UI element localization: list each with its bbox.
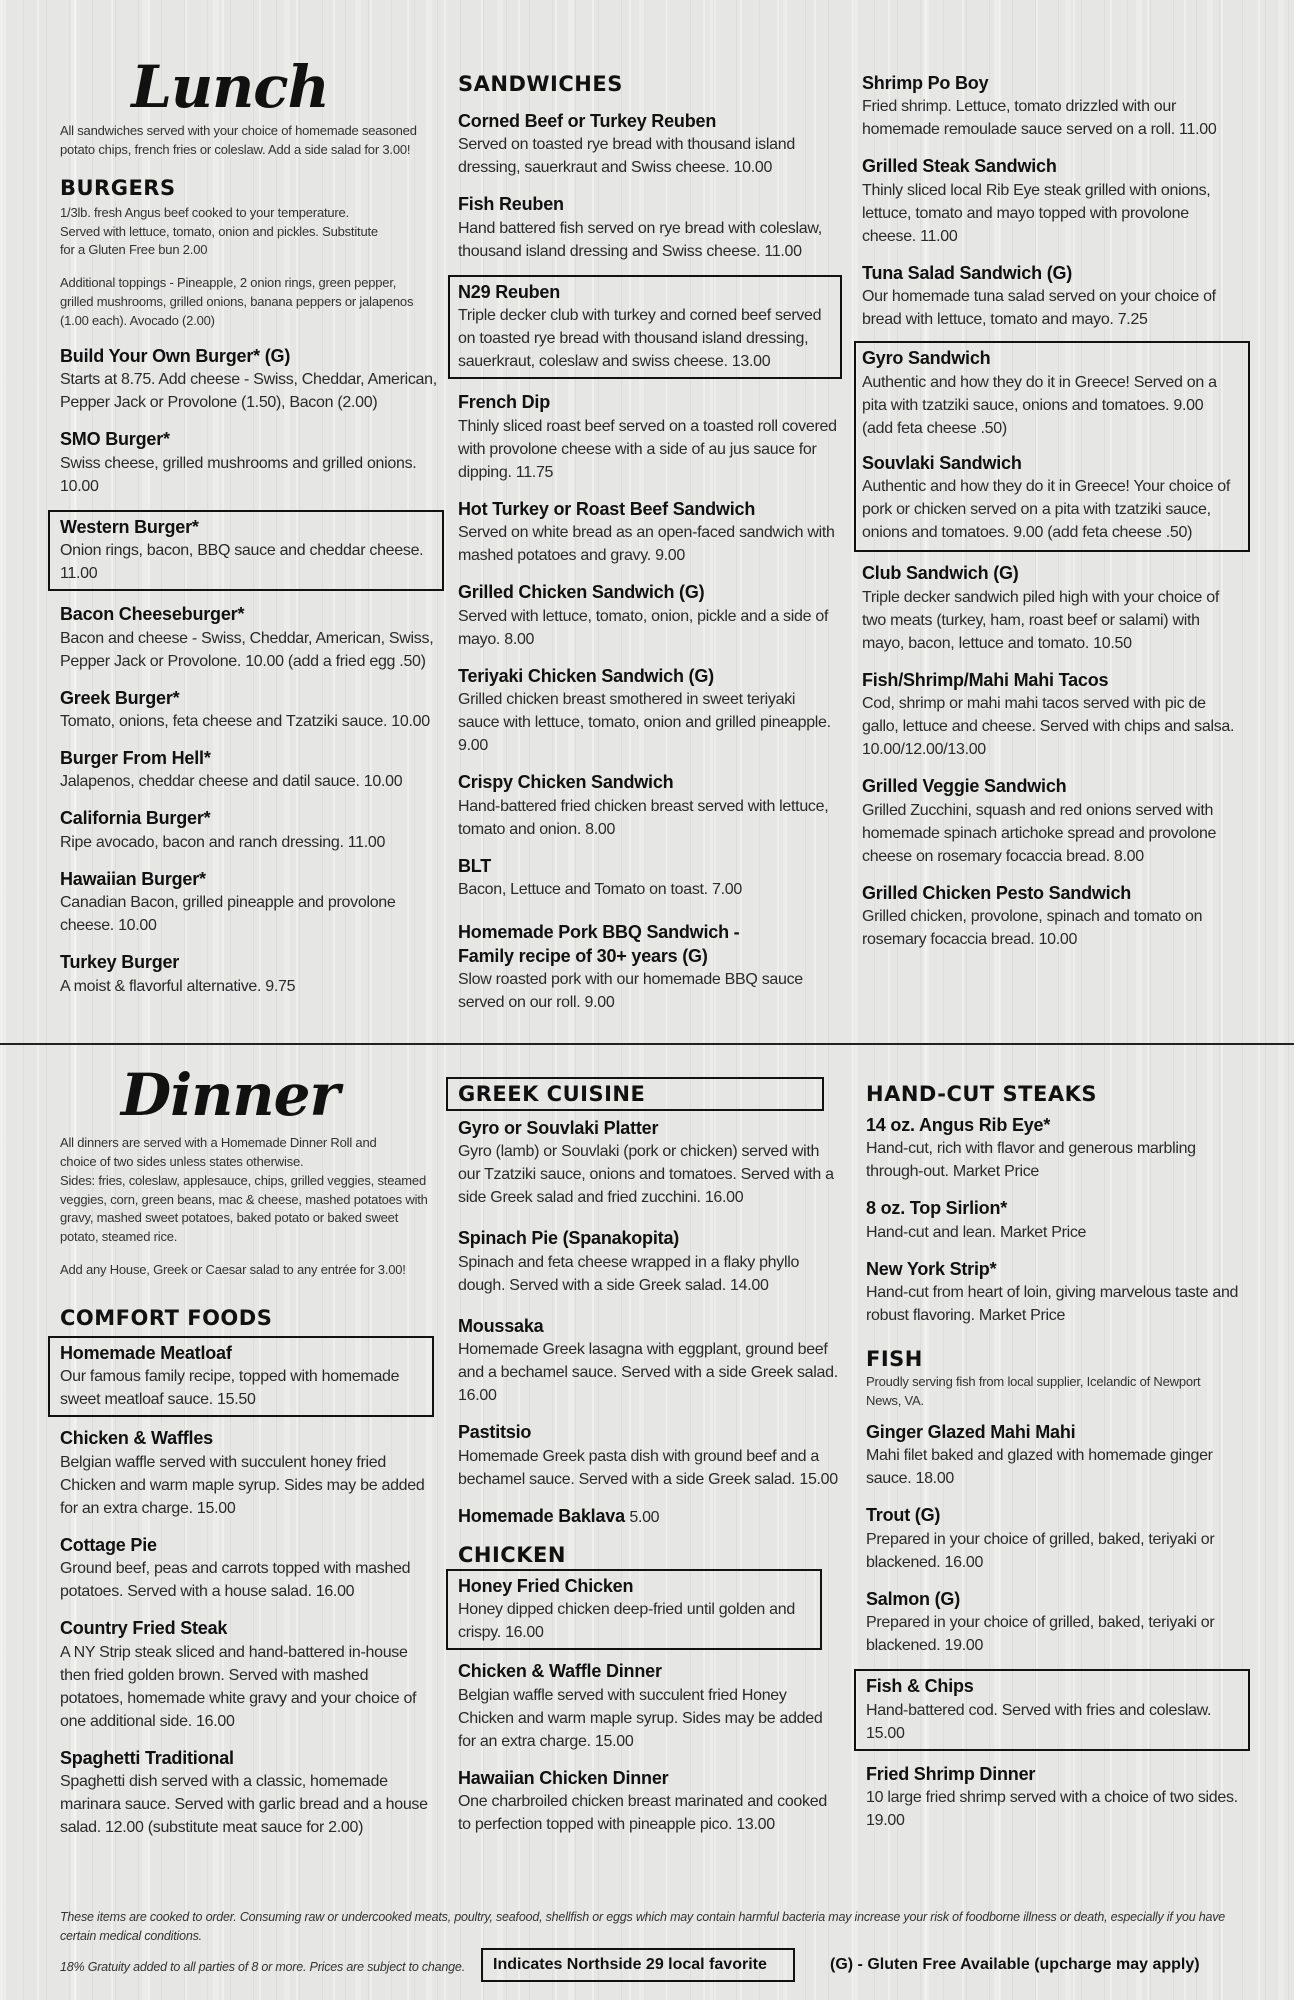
dinner-sides: Sides: fries, coleslaw, applesauce, chips, grilled veggies, steamed veggies, corn, green beans, mac & cheese, mashed potatoes with gravy, mashed sweet potatoes, baked potato or baked sweet potato, steamed rice. xyxy=(60,1172,428,1245)
item-name: Hot Turkey or Roast Beef Sandwich xyxy=(458,498,756,519)
chicken-heading: CHICKEN xyxy=(458,1542,566,1567)
item-name: Spaghetti Traditional xyxy=(60,1747,234,1768)
menu-item xyxy=(866,1763,1246,1832)
menu-item xyxy=(458,921,838,1014)
item-desc: Hand-battered cod. Served with fries and coleslaw. 15.00 xyxy=(866,1701,1212,1742)
item-name: Teriyaki Chicken Sandwich (G) xyxy=(458,665,714,686)
dinner-column-2 xyxy=(458,1077,838,1836)
menu-item xyxy=(458,1767,838,1836)
menu-item xyxy=(60,807,440,853)
item-desc: Authentic and how they do it in Greece! Your choice of pork or chicken served on a pita with tzatziki sauce, onions and tomatoes. 9.00 (add feta cheese .50) xyxy=(862,478,1231,542)
footer-gratuity: 18% Gratuity added to all parties of 8 or more. Prices are subject to change. xyxy=(60,1960,465,1974)
item-desc: Swiss cheese, grilled mushrooms and grilled onions. 10.00 xyxy=(60,454,417,495)
menu-item xyxy=(60,1747,430,1839)
item-name: Grilled Steak Sandwich xyxy=(862,156,1057,177)
item-desc: Spinach and feta cheese wrapped in a flaky phyllo dough. Served with a side Greek salad. 14.00 xyxy=(458,1253,800,1294)
item-name: Hawaiian Burger* xyxy=(60,868,206,889)
item-name: Ginger Glazed Mahi Mahi xyxy=(866,1422,1076,1443)
menu-item-favorite xyxy=(446,1569,822,1650)
comfort-heading: COMFORT FOODS xyxy=(60,1305,273,1330)
item-name: Build Your Own Burger* (G) xyxy=(60,345,291,366)
menu-item xyxy=(866,1421,1246,1490)
item-desc: Grilled chicken breast smothered in sweet teriyaki sauce with lettuce, tomato, onion and grilled pineapple. 9.00 xyxy=(458,691,831,755)
menu-item xyxy=(866,1258,1246,1327)
item-desc: Prepared in your choice of grilled, baked, teriyaki or blackened. 16.00 xyxy=(866,1530,1215,1571)
item-desc: One charbroiled chicken breast marinated and cooked to perfection topped with pineapple pico. 13.00 xyxy=(458,1793,827,1834)
item-name: Country Fried Steak xyxy=(60,1618,228,1639)
item-name: Fish & Chips xyxy=(866,1676,974,1697)
menu-item xyxy=(60,603,440,672)
menu-item xyxy=(458,1660,838,1752)
menu-item xyxy=(862,775,1242,867)
item-name: Fried Shrimp Dinner xyxy=(866,1763,1036,1784)
menu-item xyxy=(862,262,1242,331)
item-desc: Homemade Greek lasagna with eggplant, ground beef and a bechamel sauce. Served with a side Greek salad. 16.00 xyxy=(458,1341,838,1405)
item-desc: Served with lettuce, tomato, onion, pickle and a side of mayo. 8.00 xyxy=(458,607,829,648)
item-desc: Bacon and cheese - Swiss, Cheddar, American, Swiss, Pepper Jack or Provolone. 10.00 (add a fried egg .50) xyxy=(60,629,434,670)
sandwiches-heading: SANDWICHES xyxy=(458,72,623,96)
item-desc: Tomato, onions, feta cheese and Tzatziki sauce. 10.00 xyxy=(60,712,430,730)
menu-item xyxy=(60,951,440,997)
item-desc: Slow roasted pork with our homemade BBQ sauce served on our roll. 9.00 xyxy=(458,970,803,1011)
item-desc: Triple decker club with turkey and corned beef served on toasted rye bread with thousand island dressing, sauerkraut, coleslaw and swiss cheese. 13.00 xyxy=(458,307,822,371)
item-desc: Belgian waffle served with succulent fried Honey Chicken and warm maple syrup. Sides may be added for an extra charge. 15.00 xyxy=(458,1686,823,1750)
item-name: New York Strip* xyxy=(866,1258,997,1279)
item-desc: Ripe avocado, bacon and ranch dressing. 11.00 xyxy=(60,833,386,851)
item-name: Homemade Pork BBQ Sandwich - Family recipe of 30+ years (G) xyxy=(458,922,740,966)
dinner-column-1 xyxy=(60,1061,430,1839)
item-desc: Bacon, Lettuce and Tomato on toast. 7.00 xyxy=(458,881,742,899)
item-desc: Spaghetti dish served with a classic, homemade marinara sauce. Served with garlic bread and a house salad. 12.00 (substitute meat sauce for 2.00) xyxy=(60,1773,428,1837)
burgers-intro: 1/3lb. fresh Angus beef cooked to your temperature. Served with lettuce, tomato, onion and pickles. Substitute for a Gluten Free bun 2.00 xyxy=(60,204,378,258)
menu-item xyxy=(458,391,838,483)
item-name: Spinach Pie (Spanakopita) xyxy=(458,1228,680,1249)
burgers-toppings: Additional toppings - Pineapple, 2 onion rings, green pepper, grilled mushrooms, grilled onions, banana peppers or jalapenos (1.00 each). Avocado (2.00) xyxy=(60,275,414,328)
item-desc: Canadian Bacon, grilled pineapple and provolone cheese. 10.00 xyxy=(60,894,396,935)
item-desc: Served on white bread as an open-faced sandwich with mashed potatoes and gravy. 9.00 xyxy=(458,524,835,565)
menu-item xyxy=(458,1505,838,1529)
item-name: SMO Burger* xyxy=(60,429,170,450)
menu-item-favorite xyxy=(862,347,1238,439)
item-desc: Prepared in your choice of grilled, baked, teriyaki or blackened. 19.00 xyxy=(866,1614,1215,1655)
item-name: Corned Beef or Turkey Reuben xyxy=(458,111,717,131)
menu-item-favorite xyxy=(862,452,1238,544)
menu-item xyxy=(866,1197,1246,1243)
item-name: Fish Reuben xyxy=(458,194,564,215)
menu-item xyxy=(862,155,1242,247)
item-name: Gyro Sandwich xyxy=(862,348,991,369)
menu-item-favorite xyxy=(448,275,842,379)
item-name: Gyro or Souvlaki Platter xyxy=(458,1118,659,1138)
item-name: California Burger* xyxy=(60,808,211,829)
menu-item xyxy=(458,581,838,650)
menu-item xyxy=(458,1315,838,1407)
item-name: Homemade Baklava xyxy=(458,1505,625,1526)
item-name: Salmon (G) xyxy=(866,1588,961,1609)
fish-intro: Proudly serving fish from local supplier, Icelandic of Newport News, VA. xyxy=(866,1374,1201,1409)
item-desc: Hand battered fish served on rye bread with coleslaw, thousand island dressing and Swiss cheese. 11.00 xyxy=(458,219,822,260)
menu-item xyxy=(458,1421,838,1490)
item-desc: Ground beef, peas and carrots topped with mashed potatoes. Served with a house salad. 16.00 xyxy=(60,1560,411,1601)
greek-heading-box xyxy=(446,1077,824,1111)
item-name: Bacon Cheeseburger* xyxy=(60,604,245,625)
item-desc: Mahi filet baked and glazed with homemade ginger sauce. 18.00 xyxy=(866,1447,1213,1488)
item-desc: Served on toasted rye bread with thousand island dressing, sauerkraut and Swiss cheese. 10.00 xyxy=(458,136,795,177)
item-name: Grilled Chicken Sandwich (G) xyxy=(458,582,705,603)
item-desc: A NY Strip steak sliced and hand-battered in-house then fried golden brown. Served with mashed potatoes, homemade white gravy and your choice of one additional side. 16.00 xyxy=(60,1643,417,1730)
item-name: 8 oz. Top Sirlion* xyxy=(866,1198,1008,1219)
menu-item xyxy=(60,747,440,793)
dinner-intro: All dinners are served with a Homemade Dinner Roll and choice of two sides unless states otherwise. xyxy=(60,1135,377,1169)
item-name: N29 Reuben xyxy=(458,281,561,302)
item-name: Cottage Pie xyxy=(60,1534,157,1555)
item-name: Tuna Salad Sandwich (G) xyxy=(862,262,1073,283)
menu-item xyxy=(458,110,838,179)
item-desc: Thinly sliced local Rib Eye steak grilled with onions, lettuce, tomato and mayo topped with provolone cheese. 11.00 xyxy=(862,181,1211,245)
menu-item-favorite xyxy=(854,1669,1250,1750)
item-desc: Grilled chicken, provolone, spinach and tomato on rosemary focaccia bread. 10.00 xyxy=(862,908,1203,949)
menu-item xyxy=(60,428,440,497)
item-desc: Homemade Greek pasta dish with ground beef and a bechamel sauce. Served with a side Greek salad. 15.00 xyxy=(458,1447,838,1488)
item-desc: Hand-cut and lean. Market Price xyxy=(866,1223,1087,1241)
menu-item xyxy=(60,345,440,414)
lunch-title: Lunch xyxy=(131,53,329,121)
item-name: Chicken & Waffle Dinner xyxy=(458,1661,662,1682)
item-desc: 10 large fried shrimp served with a choice of two sides. 19.00 xyxy=(866,1789,1238,1830)
item-name: Club Sandwich (G) xyxy=(862,563,1019,584)
menu-item xyxy=(866,1504,1246,1573)
menu-item xyxy=(458,855,838,901)
item-desc: Hand-cut, rich with flavor and generous marbling through-out. Market Price xyxy=(866,1140,1196,1181)
item-name: Fish/Shrimp/Mahi Mahi Tacos xyxy=(862,669,1109,690)
menu-item xyxy=(862,882,1242,951)
item-desc: Our homemade tuna salad served on your choice of bread with lettuce, tomato and mayo. 7.25 xyxy=(862,288,1216,329)
fish-heading: FISH xyxy=(866,1347,923,1372)
item-desc: Triple decker sandwich piled high with your choice of two meats (turkey, ham, roast beef or salami) with mayo, bacon, lettuce and tomato. 10.50 xyxy=(862,588,1220,652)
item-desc: Grilled Zucchini, squash and red onions served with homemade spinach artichoke spread and provolone cheese on rosemary focaccia bread. 8.00 xyxy=(862,801,1217,865)
item-desc: Jalapenos, cheddar cheese and datil sauce. 10.00 xyxy=(60,773,403,791)
item-desc: Thinly sliced roast beef served on a toasted roll covered with provolone cheese with a side of au jus sauce for dipping. 11.75 xyxy=(458,417,837,481)
dinner-column-3 xyxy=(866,1082,1246,1832)
item-name: Turkey Burger xyxy=(60,952,180,973)
item-desc: Hand-battered fried chicken breast served with lettuce, tomato and onion. 8.00 xyxy=(458,797,829,838)
favorites-box xyxy=(854,341,1250,552)
item-name: Trout (G) xyxy=(866,1505,941,1526)
legend-gluten-free: (G) - Gluten Free Available (upcharge may apply) xyxy=(830,1956,1200,1973)
item-name: Grilled Chicken Pesto Sandwich xyxy=(862,882,1132,903)
item-desc: Gyro (lamb) or Souvlaki (pork or chicken) served with our Tzatziki sauce, onions and tomatoes. Served with a side Greek salad and fried zucchini. 16.00 xyxy=(458,1143,834,1207)
item-name: BLT xyxy=(458,855,492,876)
item-name: Homemade Meatloaf xyxy=(60,1342,232,1363)
menu-item xyxy=(458,665,838,757)
lunch-intro: All sandwiches served with your choice of homemade seasoned potato chips, french fries or coleslaw. Add a side salad for 3.00! xyxy=(60,123,417,157)
menu-item xyxy=(60,1617,430,1733)
section-divider xyxy=(0,1043,1294,1045)
item-desc: A moist & flavorful alternative. 9.75 xyxy=(60,977,296,995)
menu-item xyxy=(60,1534,430,1603)
item-name: Honey Fried Chicken xyxy=(458,1575,634,1596)
item-name: Western Burger* xyxy=(60,516,199,537)
item-name: 14 oz. Angus Rib Eye* xyxy=(866,1115,1051,1135)
item-desc: Onion rings, bacon, BBQ sauce and cheddar cheese. 11.00 xyxy=(60,542,424,583)
menu-item xyxy=(866,1588,1246,1657)
menu-item xyxy=(458,1117,838,1209)
footer-disclaimer: These items are cooked to order. Consuming raw or undercooked meats, poultry, seafood, shellfish or eggs which may contain harmful bacteria may increase your risk of foodborne illness or death, especially if you have certain medical conditions. xyxy=(60,1910,1226,1943)
menu-item xyxy=(60,1427,430,1519)
item-name: Crispy Chicken Sandwich xyxy=(458,772,674,793)
burgers-heading: BURGERS xyxy=(60,175,176,200)
item-desc: Starts at 8.75. Add cheese - Swiss, Cheddar, American, Pepper Jack or Provolone (1.50), Bacon (2.00) xyxy=(60,371,437,412)
item-name: Pastitsio xyxy=(458,1422,532,1443)
item-name: Chicken & Waffles xyxy=(60,1428,213,1449)
item-name: Burger From Hell* xyxy=(60,747,211,768)
item-desc: Belgian waffle served with succulent honey fried Chicken and warm maple syrup. Sides may be added for an extra charge. 15.00 xyxy=(60,1453,425,1517)
menu-item xyxy=(862,72,1242,141)
item-desc: Fried shrimp. Lettuce, tomato drizzled with our homemade remoulade sauce served on a roll. 11.00 xyxy=(862,98,1217,139)
menu-item xyxy=(60,687,440,733)
menu-item xyxy=(862,669,1242,761)
item-name: Grilled Veggie Sandwich xyxy=(862,776,1067,797)
item-price: 5.00 xyxy=(629,1508,660,1526)
menu-item xyxy=(60,868,440,937)
greek-heading: GREEK CUISINE xyxy=(458,1082,646,1106)
item-name: Shrimp Po Boy xyxy=(862,73,989,93)
menu-item xyxy=(458,1227,838,1296)
item-name: Greek Burger* xyxy=(60,687,180,708)
dinner-title: Dinner xyxy=(120,1061,340,1129)
item-name: Souvlaki Sandwich xyxy=(862,452,1022,473)
item-desc: Honey dipped chicken deep-fried until golden and crispy. 16.00 xyxy=(458,1601,795,1642)
item-name: French Dip xyxy=(458,392,551,413)
menu-item xyxy=(866,1114,1246,1183)
item-desc: Our famous family recipe, topped with homemade sweet meatloaf sauce. 15.50 xyxy=(60,1368,400,1409)
steaks-heading: HAND-CUT STEAKS xyxy=(866,1082,1097,1106)
menu-item-favorite xyxy=(48,1336,434,1417)
menu-item xyxy=(458,498,838,567)
menu-item xyxy=(458,771,838,840)
menu-item-favorite xyxy=(48,510,444,591)
lunch-column-1 xyxy=(60,53,440,998)
item-desc: Cod, shrimp or mahi mahi tacos served with pic de gallo, lettuce and cheese. Served with chips and salsa. 10.00/12.00/13.00 xyxy=(862,695,1235,759)
lunch-column-3 xyxy=(862,72,1242,951)
item-name: Moussaka xyxy=(458,1315,544,1336)
dinner-salad-note: Add any House, Greek or Caesar salad to any entrée for 3.00! xyxy=(60,1262,406,1278)
item-desc: Authentic and how they do it in Greece! Served on a pita with tzatziki sauce, onions and tomatoes. 9.00 (add feta cheese .50) xyxy=(862,373,1217,437)
item-desc: Hand-cut from heart of loin, giving marvelous taste and robust flavoring. Market Price xyxy=(866,1284,1239,1325)
item-name: Hawaiian Chicken Dinner xyxy=(458,1767,669,1788)
lunch-column-2 xyxy=(458,72,838,1014)
menu-item xyxy=(458,193,838,262)
menu-item xyxy=(862,562,1242,654)
legend-favorite-box: Indicates Northside 29 local favorite xyxy=(481,1948,795,1982)
